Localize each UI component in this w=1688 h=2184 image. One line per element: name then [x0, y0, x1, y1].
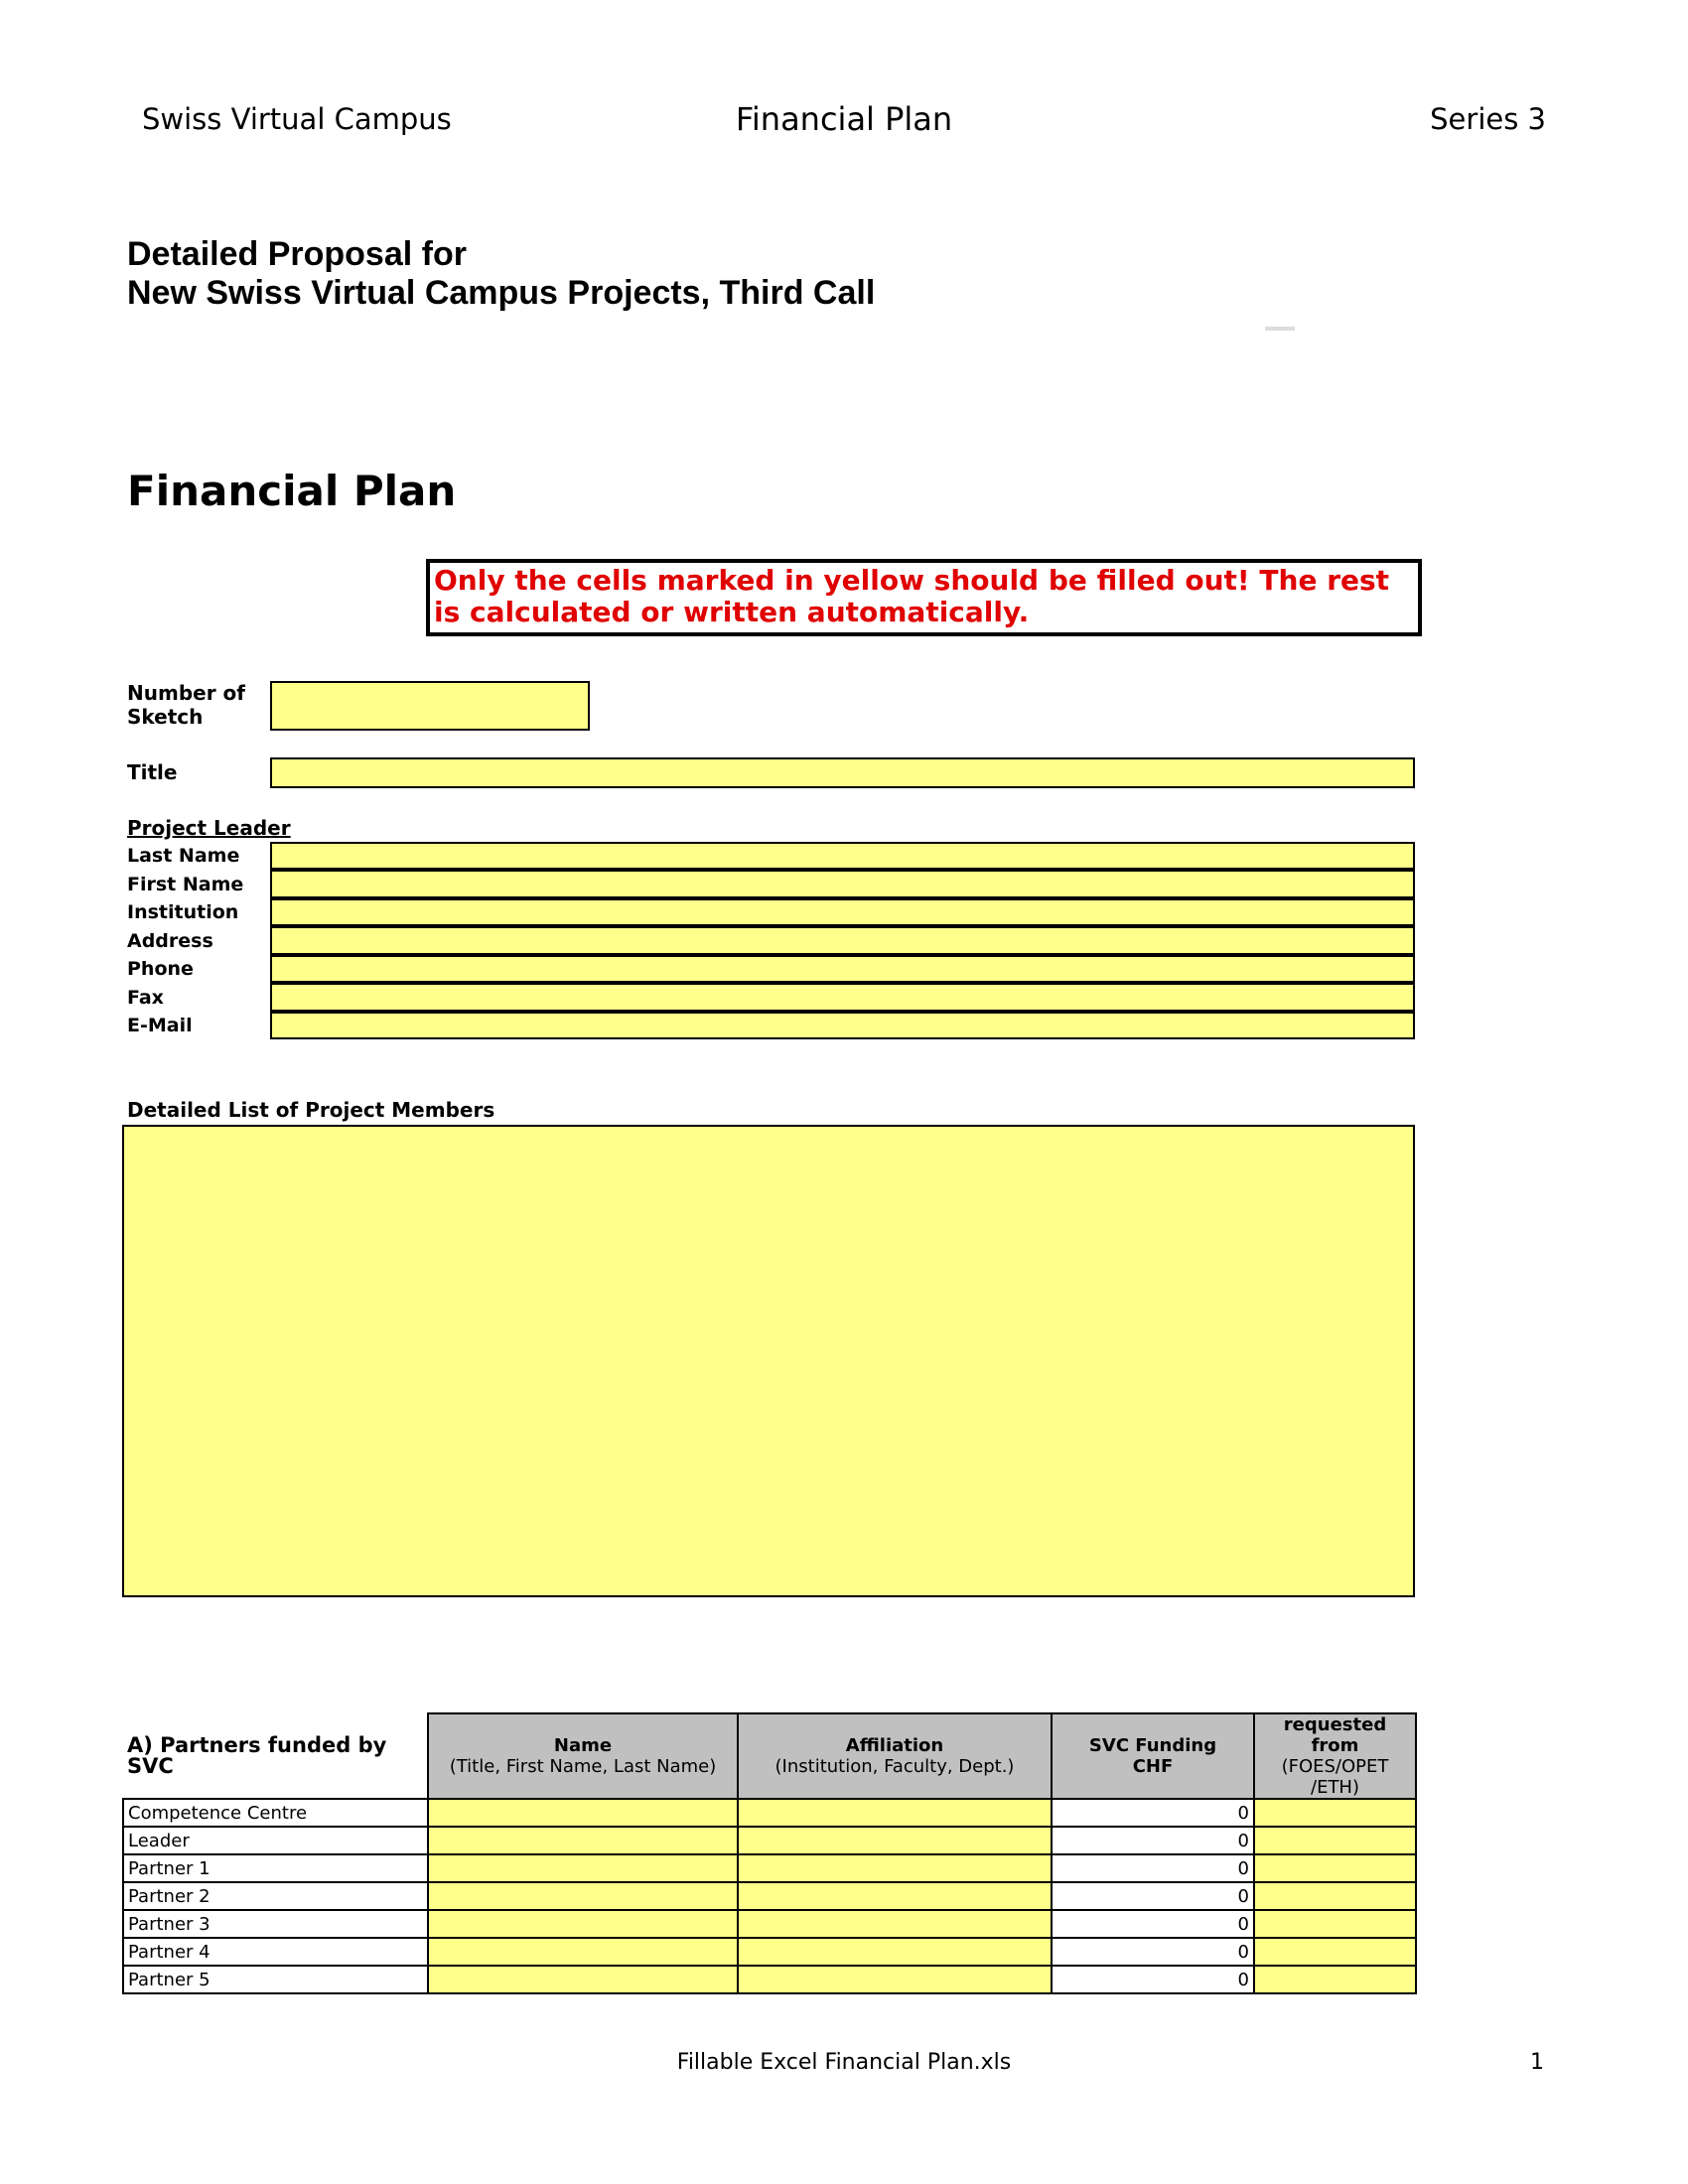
- partner-name-cell[interactable]: [428, 1910, 738, 1938]
- partner-affiliation-cell[interactable]: [738, 1882, 1052, 1910]
- leader-field-label: First Name: [127, 873, 244, 895]
- table-row: [123, 1938, 1416, 1966]
- partners-section-title: A) Partners funded by SVC: [123, 1713, 428, 1799]
- header-right: Series 3: [1430, 102, 1546, 136]
- leader-row-fax: [127, 984, 1415, 1013]
- fax-field[interactable]: [270, 983, 1415, 1012]
- partner-role: Leader: [123, 1827, 428, 1854]
- members-heading: Detailed List of Project Members: [127, 1098, 495, 1122]
- members-field[interactable]: [122, 1125, 1415, 1597]
- partner-requested-cell[interactable]: [1254, 1938, 1416, 1966]
- column-header-sub: (FOES/OPET /ETH): [1281, 1756, 1389, 1798]
- partner-role: Partner 2: [123, 1882, 428, 1910]
- footer-filename: Fillable Excel Financial Plan.xls: [676, 2050, 1012, 2075]
- leader-field-label: Address: [127, 929, 213, 952]
- title-label: Title: [127, 760, 178, 784]
- proposal-title-line-2: New Swiss Virtual Campus Projects, Third Call: [127, 274, 876, 312]
- partner-name-cell[interactable]: [428, 1882, 738, 1910]
- leader-row-email: [127, 1012, 1415, 1040]
- column-header-bold: requested from: [1283, 1714, 1387, 1756]
- table-row: [123, 1882, 1416, 1910]
- partner-requested-cell[interactable]: [1254, 1827, 1416, 1854]
- column-header-bold: Affiliation: [845, 1735, 944, 1756]
- partner-funding-cell: 0: [1052, 1910, 1254, 1938]
- sketch-number-label: Number of Sketch: [127, 681, 245, 729]
- address-field[interactable]: [270, 926, 1415, 955]
- partner-funding-cell: 0: [1052, 1854, 1254, 1882]
- title-field[interactable]: [270, 757, 1415, 788]
- leader-field-label: Phone: [127, 958, 194, 981]
- partner-role: Partner 1: [123, 1854, 428, 1882]
- sketch-number-field[interactable]: [270, 681, 590, 731]
- partner-affiliation-cell[interactable]: [738, 1910, 1052, 1938]
- partner-name-cell[interactable]: [428, 1938, 738, 1966]
- partner-requested-cell[interactable]: [1254, 1882, 1416, 1910]
- partner-affiliation-cell[interactable]: [738, 1799, 1052, 1827]
- partner-requested-cell[interactable]: [1254, 1854, 1416, 1882]
- partner-name-cell[interactable]: [428, 1854, 738, 1882]
- column-header-bold: Name: [553, 1735, 613, 1756]
- instruction-notice: Only the cells marked in yellow should be filled out! The rest is calculated or written automatically.: [426, 559, 1422, 636]
- table-row: [123, 1854, 1416, 1882]
- project-leader-heading: Project Leader: [127, 816, 291, 840]
- table-row: [123, 1910, 1416, 1938]
- partner-funding-cell: 0: [1052, 1827, 1254, 1854]
- column-header-bold: SVC Funding: [1088, 1735, 1217, 1756]
- partners-header-row: [123, 1713, 1416, 1799]
- partner-requested-cell[interactable]: [1254, 1966, 1416, 1993]
- partner-requested-cell[interactable]: [1254, 1799, 1416, 1827]
- partner-name-cell[interactable]: [428, 1966, 738, 1993]
- leader-field-label: Last Name: [127, 845, 240, 868]
- leader-row-last-name: [127, 842, 1415, 871]
- partner-name-cell[interactable]: [428, 1799, 738, 1827]
- column-header-affiliation: [738, 1713, 1052, 1799]
- partner-affiliation-cell[interactable]: [738, 1966, 1052, 1993]
- institution-field[interactable]: [270, 898, 1415, 927]
- partner-requested-cell[interactable]: [1254, 1910, 1416, 1938]
- partner-role: Competence Centre: [123, 1799, 428, 1827]
- column-header-sub: (Title, First Name, Last Name): [449, 1756, 717, 1777]
- project-leader-fields: [127, 842, 1415, 1040]
- page-number: 1: [1530, 2050, 1544, 2075]
- phone-field[interactable]: [270, 955, 1415, 984]
- leader-row-phone: [127, 955, 1415, 984]
- last-name-field[interactable]: [270, 842, 1415, 871]
- partner-role: Partner 4: [123, 1938, 428, 1966]
- partner-funding-cell: 0: [1052, 1966, 1254, 1993]
- partner-funding-cell: 0: [1052, 1938, 1254, 1966]
- partner-funding-cell: 0: [1052, 1882, 1254, 1910]
- faint-mark: [1265, 327, 1295, 331]
- partner-role: Partner 5: [123, 1966, 428, 1993]
- partners-table: [122, 1712, 1417, 1994]
- header-center: Financial Plan: [735, 100, 953, 138]
- partner-role: Partner 3: [123, 1910, 428, 1938]
- proposal-title-line-1: Detailed Proposal for: [127, 235, 467, 273]
- header-left: Swiss Virtual Campus: [142, 102, 452, 136]
- column-header-name: [428, 1713, 738, 1799]
- leader-row-address: [127, 927, 1415, 956]
- leader-field-label: Fax: [127, 986, 164, 1009]
- partner-affiliation-cell[interactable]: [738, 1938, 1052, 1966]
- partner-funding-cell: 0: [1052, 1799, 1254, 1827]
- email-field[interactable]: [270, 1012, 1415, 1040]
- first-name-field[interactable]: [270, 870, 1415, 898]
- section-title: Financial Plan: [127, 467, 457, 515]
- leader-row-institution: [127, 898, 1415, 927]
- table-row: [123, 1966, 1416, 1993]
- column-header-sub: CHF: [1132, 1756, 1174, 1777]
- column-header-funding: [1052, 1713, 1254, 1799]
- partner-affiliation-cell[interactable]: [738, 1854, 1052, 1882]
- partner-name-cell[interactable]: [428, 1827, 738, 1854]
- table-row: [123, 1799, 1416, 1827]
- table-row: [123, 1827, 1416, 1854]
- leader-row-first-name: [127, 871, 1415, 899]
- partner-affiliation-cell[interactable]: [738, 1827, 1052, 1854]
- leader-field-label: Institution: [127, 901, 239, 924]
- column-header-requested: [1254, 1713, 1416, 1799]
- leader-field-label: E-Mail: [127, 1015, 193, 1037]
- column-header-sub: (Institution, Faculty, Dept.): [774, 1756, 1015, 1777]
